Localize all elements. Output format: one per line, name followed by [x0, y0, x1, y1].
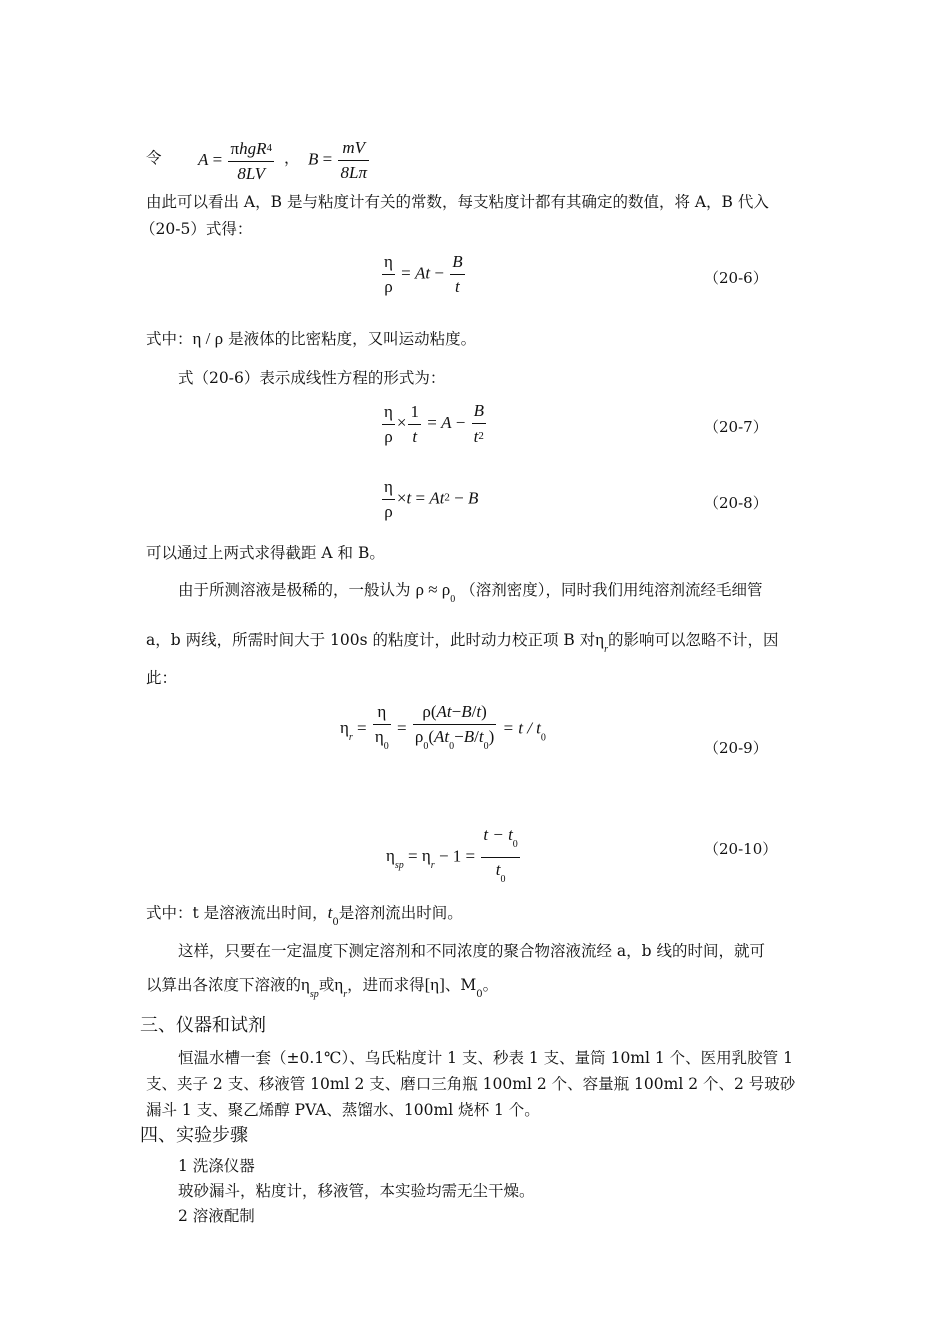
equation-number-20-7: （20-7）: [704, 418, 768, 436]
equation-number-20-6: （20-6）: [704, 269, 768, 287]
formula-b-def: B = $\frac{mV}{8L\pi}$: [308, 138, 367, 182]
step-1-heading: 1 洗涤仪器: [178, 1157, 255, 1175]
paragraph-dilute-line1: 由于所测溶液是极稀的，一般认为 $\rho \approx \rho_0$ （溶剂密度），同时我们用纯溶剂流经毛细管: [178, 580, 763, 605]
paragraph-thus-line2: 以算出各浓度下溶液的$\eta_{sp}$或$\eta_r$，进而求得[η]、$M_0$。: [146, 975, 499, 1000]
paragraph-where-times: 式中：t 是溶液流出时间，$t_0$是溶剂流出时间。: [146, 903, 463, 928]
paragraph-where-eta-rho: 式中：η / ρ 是液体的比密粘度，又叫运动粘度。: [146, 329, 477, 348]
equation-20-9: $\eta_r$ = $\frac{\eta}{\eta_0}$ = $\frac{\rho(At-B/t)}{\rho_0(At_0-B/t_0)}$ = t / $t_0$: [340, 702, 546, 752]
step-2-heading: 2 溶液配制: [178, 1207, 255, 1225]
reagents-line1: 恒温水槽一套（±0.1℃）、乌氏粘度计 1 支、秒表 1 支、量筒 10ml 1 个、医用乳胶管 1: [178, 1049, 793, 1067]
formula-a-def: A = $\frac{\pi hgR^4}{8LV}$: [198, 136, 276, 186]
equation-number-20-8: （20-8）: [704, 494, 768, 512]
reagents-line2: 支、夹子 2 支、移液管 10ml 2 支、磨口三角瓶 100ml 2 个、容量瓶 100ml 2 个、2 号玻砂: [146, 1075, 796, 1093]
paragraph-ab-line1: 由此可以看出 A，B 是与粘度计有关的常数，每支粘度计都有其确定的数值，将 A，B 代入: [146, 193, 769, 211]
equation-20-10: $\eta_{sp} = \eta_r - 1$ = $\frac{t - t_0}{t_0}$: [386, 825, 518, 885]
equation-number-20-9: （20-9）: [704, 739, 768, 757]
paragraph-ab-line2: （20-5）式得：: [140, 220, 253, 238]
equation-20-6: $\frac{\eta}{\rho}$ = At − $\frac{B}{t}$: [384, 252, 463, 296]
paragraph-dilute-line2: a，b 两线，所需时间大于 100s 的粘度计，此时动力校正项 B 对$\eta_r$的影响可以忽略不计，因: [146, 630, 779, 655]
reagents-line3: 漏斗 1 支、聚乙烯醇 PVA、蒸馏水、100ml 烧杯 1 个。: [146, 1101, 540, 1119]
section-heading-procedure: 四、实验步骤: [140, 1125, 248, 1146]
comma: ，: [284, 149, 300, 167]
equation-20-8: $\frac{\eta}{\rho}$ ×t = At$^2$ − B: [384, 477, 479, 521]
step-1-text: 玻砂漏斗，粘度计，移液管，本实验均需无尘干燥。: [178, 1182, 535, 1200]
equation-number-20-10: （20-10）: [704, 840, 778, 858]
equation-20-7: $\frac{\eta}{\rho}$ × $\frac{1}{t}$ = A − $\frac{B}{t^2}$: [384, 401, 484, 446]
paragraph-dilute-line3: 此：: [146, 669, 178, 687]
paragraph-intercept: 可以通过上两式求得截距 A 和 B。: [146, 544, 385, 562]
section-heading-instruments: 三、仪器和试剂: [140, 1015, 266, 1036]
let-word: 令: [146, 149, 162, 167]
paragraph-thus-line1: 这样，只要在一定温度下测定溶剂和不同浓度的聚合物溶液流经 a，b 线的时间，就可: [178, 942, 766, 960]
paragraph-linear-form: 式（20-6）表示成线性方程的形式为：: [178, 369, 446, 387]
